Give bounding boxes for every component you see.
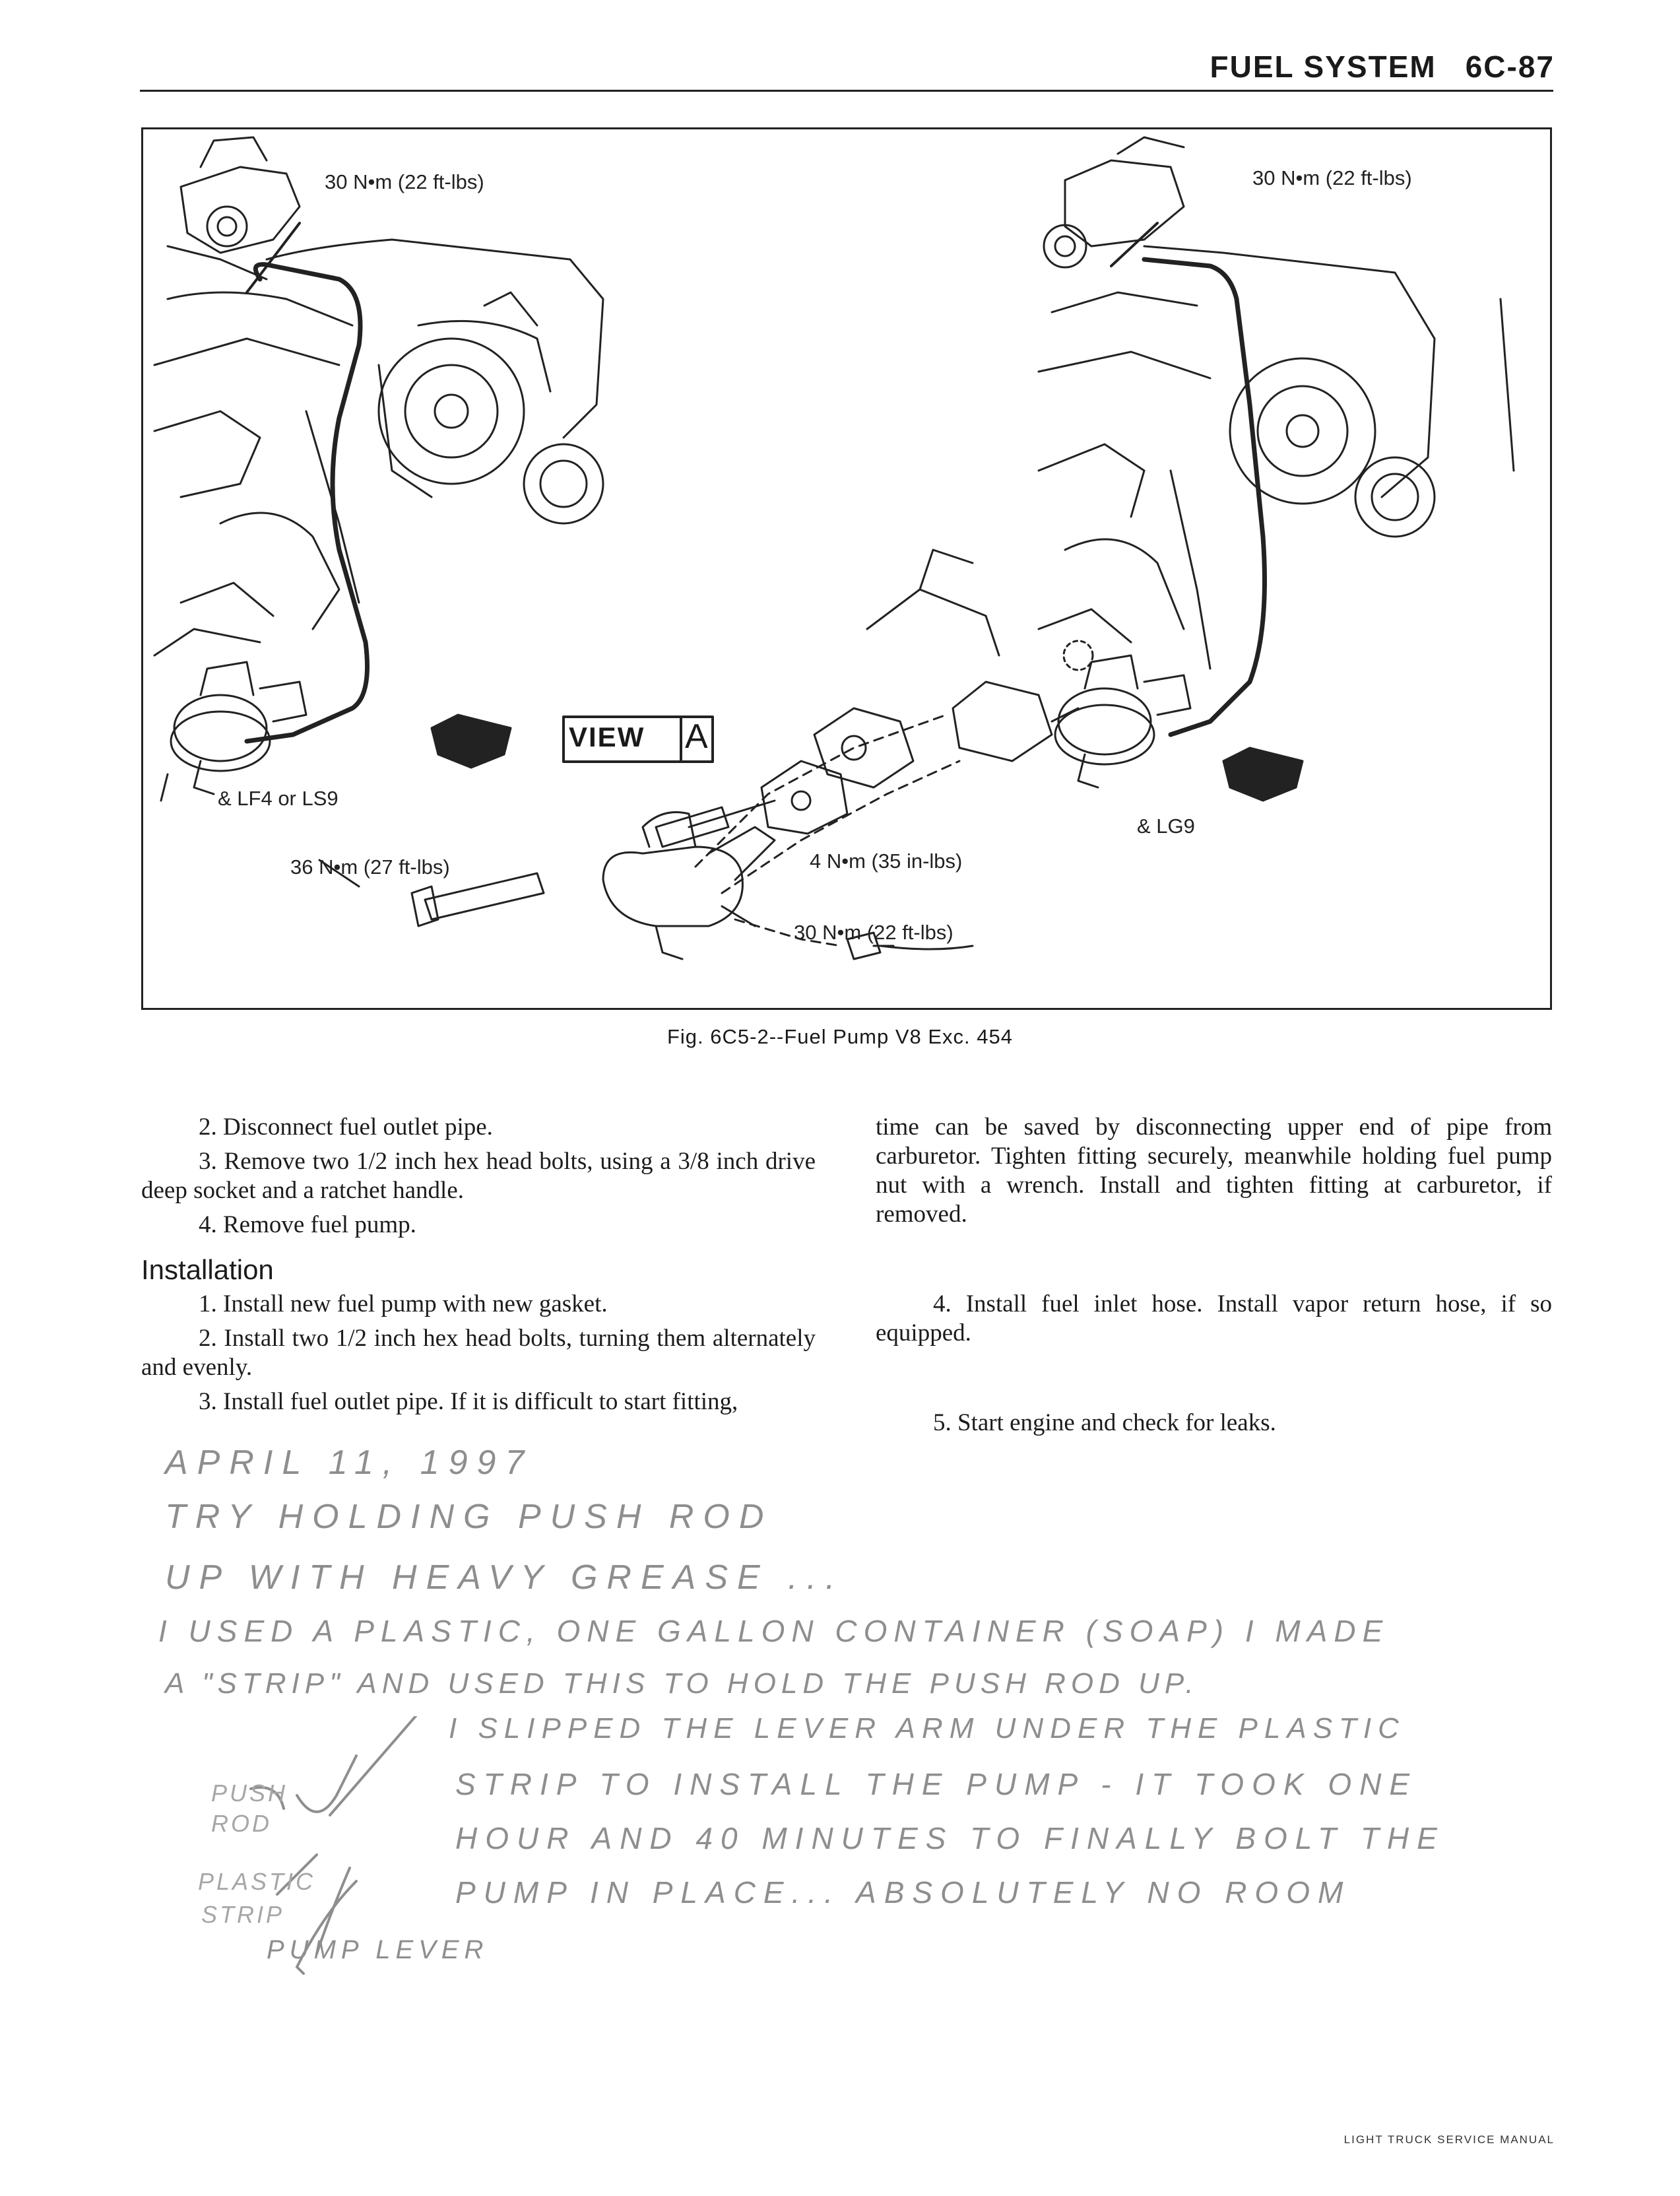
arrow-letter-left: A [399,730,417,758]
removal-step-3: 3. Remove two 1/2 inch hex head bolts, using a 3/8 inch drive deep socket and a ratchet handle. [141,1148,816,1204]
torque-label-plate-bolt: 4 N•m (35 in-lbs) [810,849,963,873]
sketch-label-plastic: PLASTIC [198,1868,316,1895]
installation-heading: Installation [141,1254,274,1285]
figure-caption: Fig. 6C5-2--Fuel Pump V8 Exc. 454 [666,1025,1014,1048]
left-engine-drawing [154,137,603,801]
right-column [876,1113,1552,1438]
torque-label-pump-bolt: 36 N•m (27 ft-lbs) [290,855,450,879]
torque-label-carb-right: 30 N•m (22 ft-lbs) [1252,166,1412,189]
handwritten-line-2: TRY HOLDING PUSH ROD [165,1498,773,1536]
handwritten-line-4: I USED A PLASTIC, ONE GALLON CONTAINER (SOAP) I MADE [158,1614,1390,1648]
page-footer: LIGHT TRUCK SERVICE MANUAL [1343,2133,1555,2146]
view-arrow-right [1223,748,1303,801]
exploded-view-a-drawing [247,223,1157,959]
engine-label-right: & LG9 [1137,815,1195,838]
installation-step-5: 5. Start engine and check for leaks. [933,1409,1276,1436]
torque-label-fitting: 30 N•m (22 ft-lbs) [794,921,953,944]
left-column [141,1113,816,1416]
view-a-word: VIEW [569,721,645,752]
handwritten-line-7: STRIP TO INSTALL THE PUMP - IT TOOK ONE [455,1767,1418,1801]
page-header [1210,49,1555,84]
torque-label-carb-left: 30 N•m (22 ft-lbs) [325,170,484,193]
right-engine-drawing [1039,137,1514,787]
removal-step-2: 2. Disconnect fuel outlet pipe. [199,1114,493,1141]
sketch-label-pump-lever: PUMP LEVER [267,1935,489,1964]
view-a-letter: A [685,717,708,756]
page-number: 6C-87 [1465,50,1555,84]
handwritten-line-9: PUMP IN PLACE... ABSOLUTELY NO ROOM [455,1875,1351,1910]
installation-step-4: 4. Install fuel inlet hose. Install vapor return hose, if so equipped. [876,1290,1552,1347]
handwritten-line-6: I SLIPPED THE LEVER ARM UNDER THE PLASTIC [449,1712,1405,1745]
handwritten-line-3: UP WITH HEAVY GREASE ... [165,1558,845,1597]
header-rule [140,90,1553,92]
handwritten-line-5: A "STRIP" AND USED THIS TO HOLD THE PUSH ROD UP. [165,1667,1199,1700]
installation-step-3: 3. Install fuel outlet pipe. If it is difficult to start fitting, [199,1388,738,1415]
removal-step-4: 4. Remove fuel pump. [199,1211,416,1238]
view-arrow-left [432,715,511,768]
installation-step-2: 2. Install two 1/2 inch hex head bolts, turning them alternately and evenly. [141,1325,816,1381]
section-title: FUEL SYSTEM [1210,50,1437,84]
sketch-label-strip: STRIP [201,1901,285,1928]
arrow-letter-right: A [1190,763,1209,791]
sketch-label-push: PUSH [211,1780,288,1807]
engine-label-left: & LF4 or LS9 [218,787,339,810]
sketch-label-rod: ROD [211,1810,272,1837]
installation-step-3-continued: time can be saved by disconnecting upper end of pipe from carburetor. Tighten fitting securely, meanwhile holding fuel pump nut with a wrench. Install and tighten fitting at carburetor, if removed. [876,1114,1552,1228]
installation-step-1: 1. Install new fuel pump with new gasket. [199,1290,608,1317]
handwritten-date: APRIL 11, 1997 [165,1444,534,1482]
handwritten-line-8: HOUR AND 40 MINUTES TO FINALLY BOLT THE [455,1821,1445,1855]
